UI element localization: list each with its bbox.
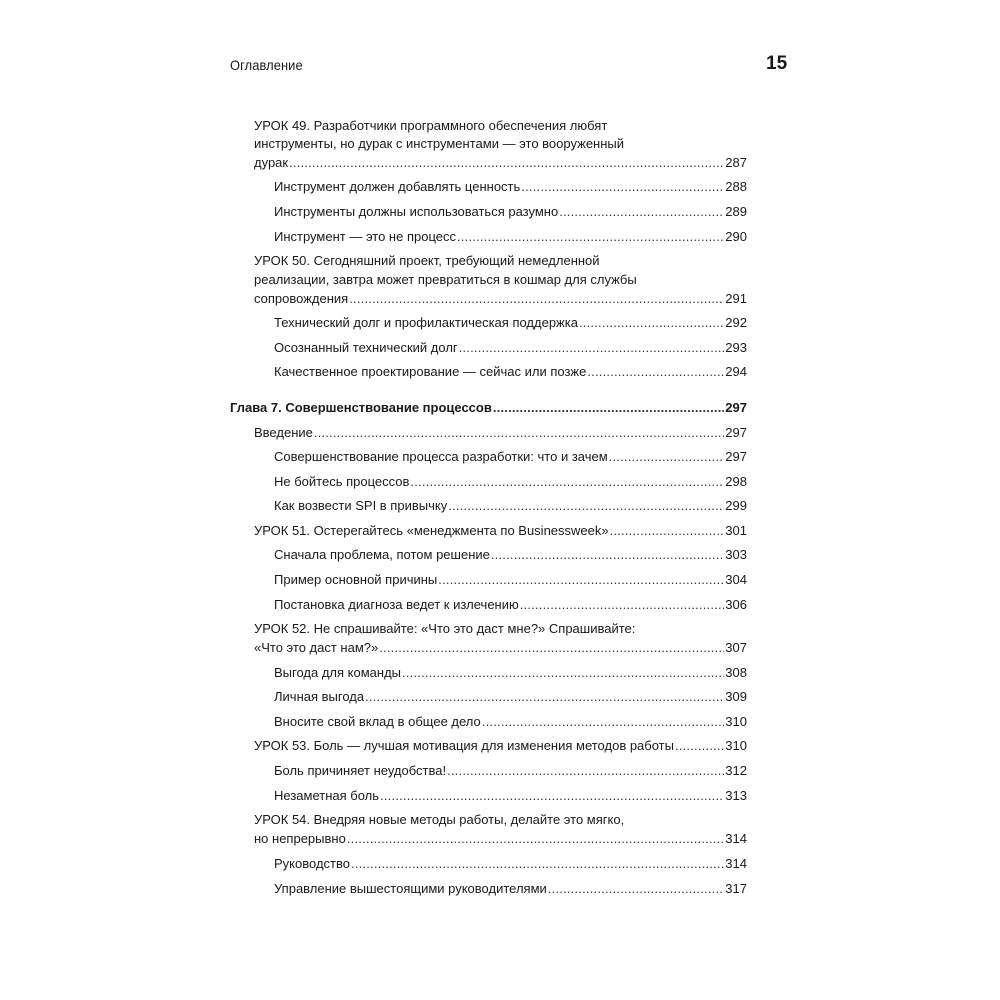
dot-leader (447, 762, 724, 780)
toc-entry-lesson-54 (254, 830, 747, 848)
toc-entry-title: но непрерывно (254, 831, 346, 846)
toc-page-number: 293 (725, 340, 747, 355)
toc-entry-intro (254, 424, 747, 442)
dot-leader (379, 639, 724, 657)
toc-entry-title: Выгода для команды (274, 665, 402, 680)
toc-subentry (274, 546, 747, 564)
toc-subentry (274, 688, 747, 706)
toc-page-number: 314 (725, 831, 747, 846)
dot-leader (402, 664, 724, 682)
toc-entry-lesson-52 (254, 639, 747, 657)
toc-page-number: 306 (725, 597, 747, 612)
toc-entry-title: Сначала проблема, потом решение (274, 547, 490, 562)
toc-subentry (274, 762, 747, 780)
page-header-title: Оглавление (230, 57, 303, 73)
toc-page-number: 288 (725, 179, 747, 194)
dot-leader (559, 203, 724, 221)
toc-page-number: 299 (725, 498, 747, 513)
toc-subentry (274, 787, 747, 805)
toc-subentry (274, 855, 747, 873)
toc-entry-title: Как возвести SPI в привычку (274, 498, 448, 513)
dot-leader (579, 314, 724, 332)
dot-leader (548, 880, 725, 898)
toc-page-number: 317 (725, 881, 747, 896)
toc-entry-title: Вносите свой вклад в общее дело (274, 714, 481, 729)
toc-entry-title: дурак (254, 155, 289, 170)
toc-page-number: 289 (725, 204, 747, 219)
page-number: 15 (766, 53, 788, 74)
toc-entry-lesson-50 (254, 290, 747, 308)
toc-entry-title: Личная выгода (274, 689, 365, 704)
dot-leader (521, 178, 724, 196)
toc-page-number: 309 (725, 689, 747, 704)
toc-entry-title: Технический долг и профилактическая поддержка (274, 315, 578, 330)
toc-entry-title: Пример основной причины (274, 572, 438, 587)
toc-subentry (274, 713, 747, 731)
toc-entry-title: УРОК 51. Остерегайтесь «менеджмента по Businessweek» (254, 523, 609, 538)
toc-entry-title: Незаметная боль (274, 788, 380, 803)
toc-page-number: 310 (725, 738, 747, 753)
dot-leader (491, 546, 724, 564)
toc-page-number: 304 (725, 572, 747, 587)
toc-entry-title: сопровождения (254, 291, 349, 306)
toc-subentry (274, 448, 747, 466)
toc-page-number: 297 (725, 400, 747, 415)
toc-entry-title: Введение (254, 425, 313, 440)
dot-leader (289, 154, 724, 172)
toc-page-number: 301 (725, 523, 747, 538)
toc-entry-title: Инструмент — это не процесс (274, 229, 456, 244)
toc-subentry (274, 363, 747, 381)
toc-subentry (274, 473, 747, 491)
toc-entry-lesson-51 (254, 522, 747, 540)
toc-page-number: 307 (725, 640, 747, 655)
toc-entry-title: Боль причиняет неудобства! (274, 763, 447, 778)
toc-subentry (274, 314, 747, 332)
toc-page-number: 298 (725, 474, 747, 489)
toc-entry-title: «Что это даст нам?» (254, 640, 379, 655)
toc-page-number: 310 (725, 714, 747, 729)
dot-leader (520, 596, 725, 614)
toc-entry-lesson-54-line-1: УРОК 54. Внедряя новые методы работы, делайте это мягко, (254, 812, 625, 827)
toc-subentry (274, 596, 747, 614)
toc-chapter-title: Глава 7. Совершенствование процессов (230, 400, 492, 415)
toc-page-number: 287 (725, 155, 747, 170)
toc-page-number: 291 (725, 291, 747, 306)
toc-subentry (274, 178, 747, 196)
toc-entry-title: Управление вышестоящими руководителями (274, 881, 547, 896)
toc-page-number: 294 (725, 364, 747, 379)
toc-entry-title: Качественное проектирование — сейчас или позже (274, 364, 587, 379)
toc-page-number: 290 (725, 229, 747, 244)
toc-subentry (274, 497, 747, 515)
toc-page-number: 312 (725, 763, 747, 778)
dot-leader (675, 737, 724, 755)
toc-entry-lesson-49-line-2: инструменты, но дурак с инструментами — это вооруженный (254, 136, 625, 151)
dot-leader (347, 830, 724, 848)
toc-subentry (274, 571, 747, 589)
toc-entry-title: Осознанный технический долг (274, 340, 458, 355)
dot-leader (380, 787, 724, 805)
dot-leader (448, 497, 724, 515)
dot-leader (493, 399, 724, 417)
toc-entry-lesson-49 (254, 154, 747, 172)
dot-leader (314, 424, 724, 442)
dot-leader (349, 290, 724, 308)
toc-entry-title: Не бойтесь процессов (274, 474, 410, 489)
dot-leader (609, 448, 725, 466)
toc-page-number: 313 (725, 788, 747, 803)
toc-page-number: 297 (725, 449, 747, 464)
toc-chapter-7 (230, 399, 747, 417)
toc-subentry (274, 339, 747, 357)
dot-leader (482, 713, 725, 731)
toc-entry-lesson-53 (254, 737, 747, 755)
toc-entry-lesson-50-line-2: реализации, завтра может превратиться в кошмар для службы (254, 272, 637, 287)
dot-leader (610, 522, 725, 540)
dot-leader (438, 571, 724, 589)
toc-entry-title: УРОК 53. Боль — лучшая мотивация для изменения методов работы (254, 738, 674, 753)
toc-entry-title: Совершенствование процесса разработки: что и зачем (274, 449, 608, 464)
toc-entry-lesson-50-line-1: УРОК 50. Сегодняшний проект, требующий немедленной (254, 253, 600, 268)
toc-entry-title: Руководство (274, 856, 350, 871)
toc-entry-title: Инструменты должны использоваться разумно (274, 204, 559, 219)
toc-page-number: 308 (725, 665, 747, 680)
toc-page-number: 314 (725, 856, 747, 871)
toc-subentry (274, 880, 747, 898)
dot-leader (351, 855, 724, 873)
toc-entry-lesson-52-line-1: УРОК 52. Не спрашивайте: «Что это даст мне?» Спрашивайте: (254, 621, 636, 636)
dot-leader (459, 339, 725, 357)
toc-entry-title: Постановка диагноза ведет к излечению (274, 597, 519, 612)
toc-page-number: 292 (725, 315, 747, 330)
toc-subentry (274, 228, 747, 246)
toc-entry-lesson-49-line-1: УРОК 49. Разработчики программного обеспечения любят (254, 118, 608, 133)
toc-page-number: 303 (725, 547, 747, 562)
dot-leader (457, 228, 724, 246)
toc-subentry (274, 203, 747, 221)
toc-subentry (274, 664, 747, 682)
dot-leader (410, 473, 724, 491)
toc-entry-title: Инструмент должен добавлять ценность (274, 179, 521, 194)
dot-leader (365, 688, 724, 706)
dot-leader (587, 363, 724, 381)
toc-page-number: 297 (725, 425, 747, 440)
